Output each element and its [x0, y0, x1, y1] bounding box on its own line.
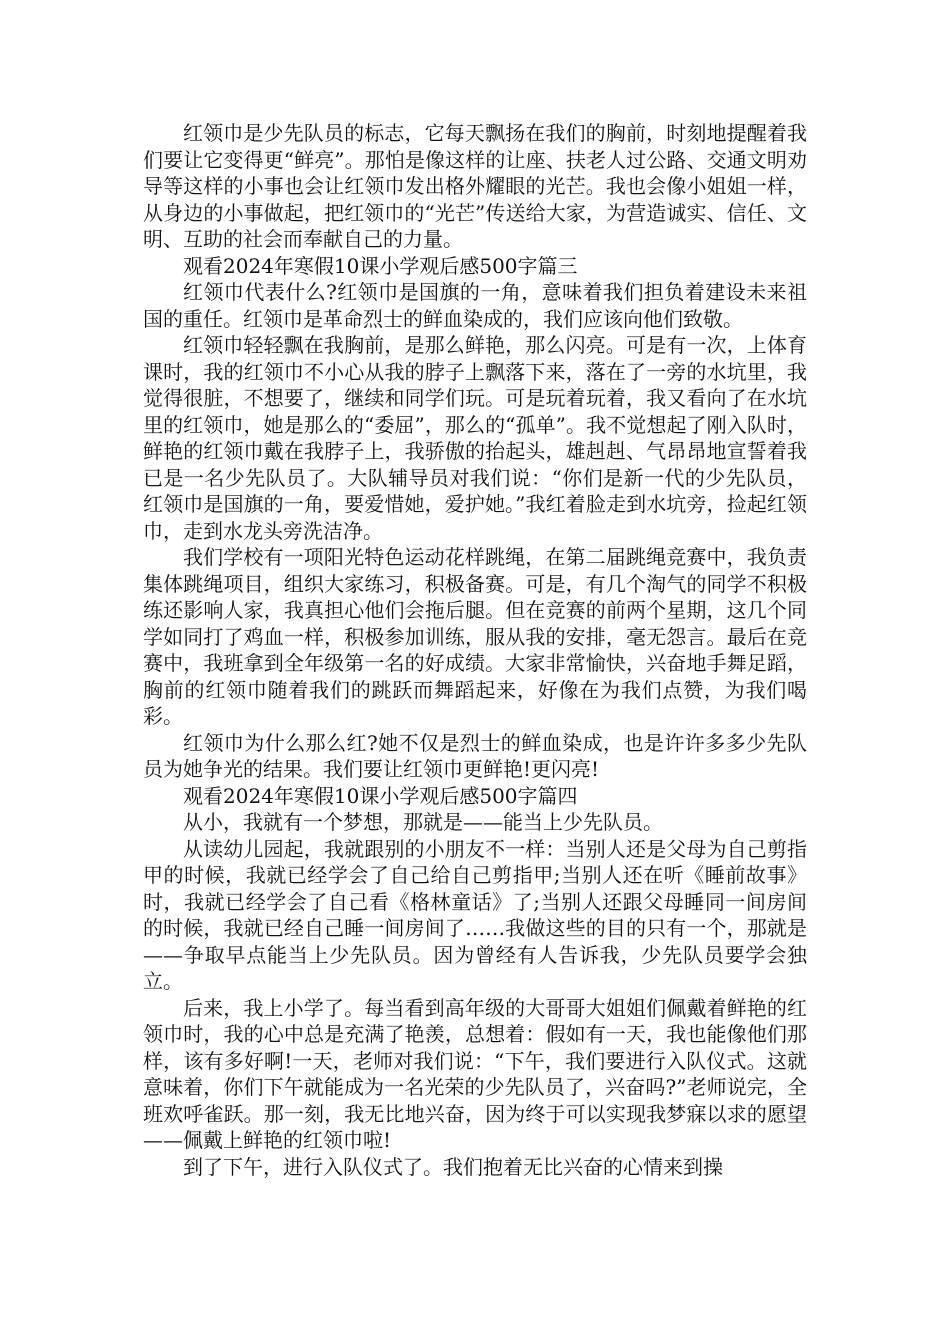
section-heading: 观看2024年寒假10课小学观后感500字篇四 [183, 783, 578, 808]
paragraph: 从小，我就有一个梦想，那就是——能当上少先队员。 [183, 810, 663, 834]
paragraph: 到了下午，进行入队仪式了。我们抱着无比兴奋的心情来到操 [183, 1154, 723, 1179]
paragraph: 红领巾为什么那么红?她不仅是烈士的鲜血染成，也是许许多多少先队员为她争光的结果。我们要让红领巾更鲜艳!更闪亮! [143, 730, 807, 781]
document-page [143, 120, 807, 1180]
paragraph: 我们学校有一项阳光特色运动花样跳绳，在第二届跳绳竞赛中，我负责集体跳绳项目，组织大家练习，积极备赛。可是，有几个淘气的同学不积极练还影响人家，我真担心他们会拖后腿。但在竞赛的前两个星期，这几个同学如同打了鸡血一样，积极参加训练，服从我的安排，毫无怨言。最后在竞赛中，我班拿到全年级第一名的好成绩。大家非常愉快，兴奋地手舞足蹈，胸前的红领巾随着我们的跳跃而舞蹈起来，好像在为我们点赞，为我们喝彩。 [143, 545, 807, 728]
paragraph: 红领巾轻轻飘在我胸前，是那么鲜艳，那么闪亮。可是有一次，上体育课时，我的红领巾不小心从我的脖子上飘落下来，落在了一旁的水坑里，我觉得很脏，不想要了，继续和同学们玩。可是玩着玩着，我又看向了在水坑里的红领巾，她是那么的“委屈”，那么的“孤单”。我不觉想起了刚入队时，鲜艳的红领巾戴在我脖子上，我骄傲的抬起头，雄赳赳、气昂昂地宣誓着我已是一名少先队员了。大队辅导员对我们说：“你们是新一代的少先队员，红领巾是国旗的一角，要爱惜她，爱护她。”我红着脸走到水坑旁，捡起红领巾，走到水龙头旁洗洁净。 [143, 333, 807, 543]
section-heading: 观看2024年寒假10课小学观后感500字篇三 [183, 253, 578, 278]
paragraph: 从读幼儿园起，我就跟别的小朋友不一样：当别人还是父母为自己剪指甲的时候，我就已经学会了自己给自己剪指甲;当别人还在听《睡前故事》时，我就已经学会了自己看《格林童话》了;当别人还跟父母睡同一间房间的时候，我就已经自己睡一间房间了……我做这些的目的只有一个，那就是——争取早点能当上少先队员。因为曾经有人告诉我，少先队员要学会独立。 [143, 836, 807, 993]
paragraph: 后来，我上小学了。每当看到高年级的大哥哥大姐姐们佩戴着鲜艳的红领巾时，我的心中总是充满了艳羡，总想着：假如有一天，我也能像他们那样，该有多好啊!一天，老师对我们说：“下午，我们要进行入队仪式。这就意味着，你们下午就能成为一名光荣的少先队员了，兴奋吗?”老师说完，全班欢呼雀跃。那一刻，我无比地兴奋，因为终于可以实现我梦寐以求的愿望——佩戴上鲜艳的红领巾啦! [143, 995, 807, 1152]
paragraph: 红领巾是少先队员的标志，它每天飘扬在我们的胸前，时刻地提醒着我们要让它变得更“鲜亮”。那怕是像这样的让座、扶老人过公路、交通文明劝导等这样的小事也会让红领巾发出格外耀眼的光芒。我也会像小姐姐一样，从身边的小事做起，把红领巾的“光芒”传送给大家，为营造诚实、信任、文明、互助的社会而奉献自己的力量。 [143, 121, 807, 251]
paragraph: 红领巾代表什么?红领巾是国旗的一角，意味着我们担负着建设未来祖国的重任。红领巾是革命烈士的鲜血染成的，我们应该向他们致敬。 [143, 280, 807, 331]
